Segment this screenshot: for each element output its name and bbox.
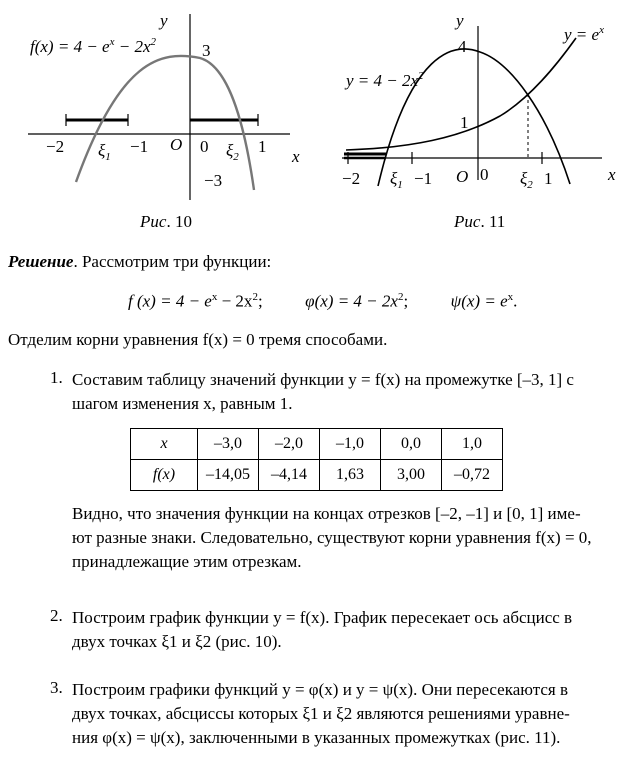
fig10-func-label: $f(x) = 4 - e^x - 2x^2$	[30, 36, 157, 56]
item-3-number: 3.	[50, 678, 63, 697]
fig10-tick-label-1: 1	[258, 137, 267, 156]
table-cell: 0,0	[381, 429, 442, 460]
formula-line: f $(x) = 4 - e^x - 2x^2$; $\varphi(x) = 4 - 2x^2$; $\psi(x) = e^x$.	[128, 291, 518, 311]
table-cell: –1,0	[320, 429, 381, 460]
fig10-tick-label-3: 3	[202, 41, 211, 60]
table-row-x	[131, 429, 503, 460]
table-header-x: x	[131, 429, 198, 460]
item-3-line-2: двух точках, абсциссы которых ξ1 и ξ2 являются решениями уравне-	[72, 704, 570, 723]
item-3-line-1: Построим графики функций y = φ(x) и y = ψ(x). Они пересекаются в	[72, 680, 569, 699]
fig10-y-label: y	[160, 11, 168, 30]
fig10-xi2-label: $\xi_2$	[226, 141, 239, 163]
item-3-line-3: ния φ(x) = ψ(x), заключенными в указанных промежутках (рис. 11).	[72, 728, 561, 747]
table-cell: 1,63	[320, 460, 381, 491]
fig10-tick-label-m3: −3	[204, 171, 223, 190]
fig10-curve	[76, 56, 254, 190]
table-cell: –2,0	[259, 429, 320, 460]
fig11-tick-label-1: 1	[544, 169, 553, 188]
table-row-f	[131, 460, 503, 491]
item-2-line-2: двух точках ξ1 и ξ2 (рис. 10).	[72, 632, 282, 651]
item-1-line-2: шагом изменения x, равным 1.	[72, 394, 293, 413]
after-table-text	[72, 502, 628, 574]
fig11-tick-label-4: 4	[458, 37, 467, 56]
fig11-parab-label: $y = 4 - 2x^2$	[346, 70, 424, 90]
fig11-xi1-label: $\xi_1$	[390, 169, 403, 191]
fig10-x-label: x	[292, 147, 300, 166]
item-1-line-1: Составим таблицу значений функции y = f(x) на промежутке [–3, 1] с	[72, 370, 574, 389]
table-cell: 1,0	[442, 429, 503, 460]
fig10-tick-label-0: 0	[200, 137, 209, 156]
table-header-f: f(x)	[131, 460, 198, 491]
fig11-exp-label: $y = e^x$	[564, 24, 604, 44]
table-cell: –4,14	[259, 460, 320, 491]
separate-roots-text: Отделим корни уравнения f(x) = 0 тремя способами.	[8, 330, 388, 349]
table-cell: 3,00	[381, 460, 442, 491]
table-cell: –0,72	[442, 460, 503, 491]
fig11-tick-label-m2: −2	[342, 169, 361, 188]
table-cell: –14,05	[198, 460, 259, 491]
values-table	[130, 428, 503, 491]
fig10-origin-label: O	[170, 135, 183, 154]
fig11-tick-label-0: 0	[480, 165, 489, 184]
fig11-x-label: x	[608, 165, 616, 184]
after-table-line-1: Видно, что значения функции на концах отрезков [–2, –1] и [0, 1] име-	[72, 504, 581, 523]
item-3-text	[72, 678, 628, 750]
after-table-line-2: ют разные знаки. Следовательно, существуют корни уравнения f(x) = 0,	[72, 528, 592, 547]
solution-intro: Решение. Рассмотрим три функции:	[8, 252, 272, 271]
item-1-text	[72, 368, 628, 416]
item-2-number: 2.	[50, 606, 63, 625]
item-2-line-1: Построим график функции y = f(x). График пересекает ось абсцисс в	[72, 608, 573, 627]
item-2-text	[72, 606, 628, 654]
fig10-caption: Рис. 10	[140, 212, 192, 231]
fig11-y-label: y	[456, 11, 464, 30]
fig11-origin-label: O	[456, 167, 469, 186]
solution-word: Решение	[8, 252, 74, 271]
figure-10	[0, 0, 320, 205]
fig10-tick-label-m1: −1	[130, 137, 149, 156]
item-1-number: 1.	[50, 368, 63, 387]
fig11-tick-label-m1: −1	[414, 169, 433, 188]
fig11-parabola	[378, 49, 570, 186]
fig10-xi1-label: $\xi_1$	[98, 141, 111, 163]
fig11-caption: Рис. 11	[454, 212, 506, 231]
figure-11	[330, 0, 630, 205]
fig11-xi2-label: $\xi_2$	[520, 169, 533, 191]
after-table-line-3: принадлежащие этим отрезкам.	[72, 552, 302, 571]
table-cell: –3,0	[198, 429, 259, 460]
fig11-tick-label-1y: 1	[460, 113, 469, 132]
fig10-tick-label-m2: −2	[46, 137, 65, 156]
